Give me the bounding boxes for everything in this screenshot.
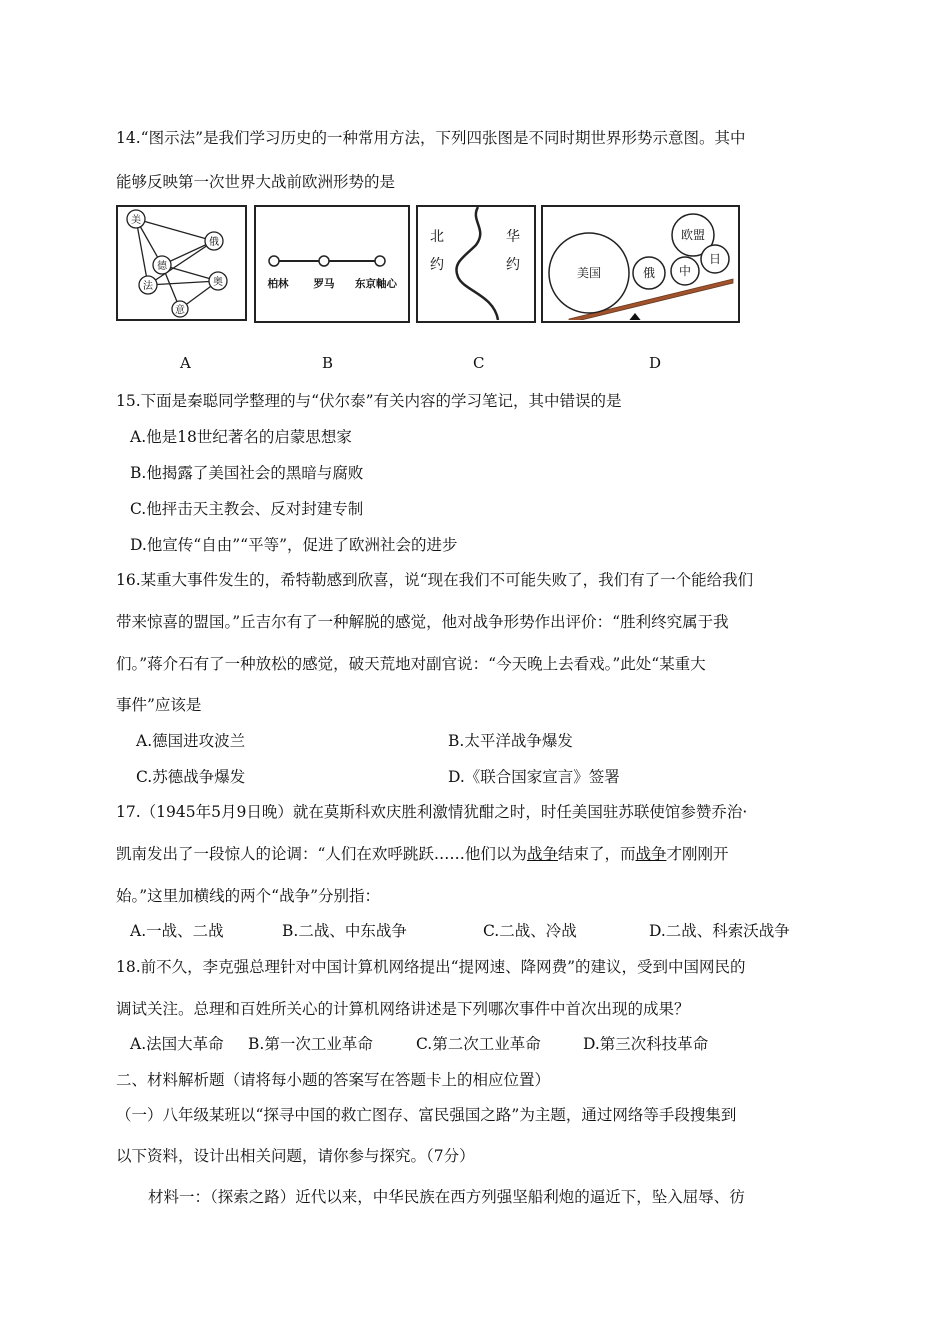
q18-option-d: D.第三次科技革命 <box>583 1035 709 1053</box>
node-germany: 德 <box>157 261 167 272</box>
figure-d <box>541 205 740 323</box>
q16-line2: 带来惊喜的盟国。”丘吉尔有了一种解脱的感觉，他对战争形势作出评价：“胜利终究属于我 <box>116 613 729 631</box>
figure-a <box>116 205 247 321</box>
q17-line1: 17.（1945年5月9日晚）就在莫斯科欢庆胜利激情犹酣之时，时任美国驻苏联使馆参赞乔治· <box>116 803 748 821</box>
label-north: 北 <box>430 229 444 245</box>
q17-line2-part3: 才刚刚开 <box>666 845 729 863</box>
label-rome: 罗马 <box>313 278 335 290</box>
node-us: 美 <box>131 215 141 226</box>
q15-option-c: C.他抨击天主教会、反对封建专制 <box>130 500 364 518</box>
underlined-war-2: 战争 <box>635 845 667 863</box>
section2-para1: （一）八年级某班以“探寻中国的救亡图存、富民强国之路”为主题，通过网络等手段搜集到 <box>116 1106 737 1124</box>
q16-option-b: B.太平洋战争爆发 <box>448 732 573 750</box>
section2-heading: 二、材料解析题（请将每小题的答案写在答题卡上的相应位置） <box>116 1071 551 1089</box>
q16-option-d: D.《联合国家宣言》签署 <box>448 768 620 786</box>
figure-c <box>416 205 536 323</box>
q15-option-b: B.他揭露了美国社会的黑暗与腐败 <box>130 464 364 482</box>
q17-option-c: C.二战、冷战 <box>483 922 577 940</box>
q16-line1: 16.某重大事件发生的，希特勒感到欣喜，说“现在我们不可能失败了，我们有了一个能给我们 <box>116 571 754 589</box>
q15-option-a: A.他是18世纪著名的启蒙思想家 <box>130 428 352 446</box>
figure-a-network <box>118 207 244 318</box>
q18-line2: 调试关注。总理和百姓所关心的计算机网络讲述是下列哪次事件中首次出现的成果？ <box>116 1000 690 1018</box>
figure-b-axis <box>256 207 407 320</box>
circle-eu: 欧盟 <box>680 228 706 242</box>
q18-option-c: C.第二次工业革命 <box>416 1035 541 1053</box>
figure-d-balance <box>543 207 737 320</box>
q16-option-c: C.苏德战争爆发 <box>136 768 246 786</box>
figure-b <box>254 205 410 323</box>
q17-option-d: D.二战、科索沃战争 <box>649 922 790 940</box>
node-italy: 意 <box>175 305 185 316</box>
circle-japan: 日 <box>708 252 722 266</box>
q17-line3: 始。”这里加横线的两个“战争”分别指： <box>116 887 381 905</box>
q16-option-a: A.德国进攻波兰 <box>136 732 246 750</box>
figure-label-b: B <box>322 354 334 372</box>
q17-option-b: B.二战、中东战争 <box>282 922 407 940</box>
figure-label-a: A <box>180 354 191 372</box>
q18-option-a: A.法国大革命 <box>130 1035 224 1053</box>
q15-option-d: D.他宣传“自由”“平等”，促进了欧洲社会的进步 <box>130 536 458 554</box>
q16-line3: 们。”蒋介石有了一种放松的感觉，破天荒地对副官说：“今天晚上去看戏。”此处“某重大 <box>116 655 706 673</box>
q17-line2-part1: 凯南发出了一段惊人的论调：“人们在欢呼跳跃……他们以为 <box>116 845 527 863</box>
underlined-war-1: 战争 <box>526 845 558 863</box>
section2-material1: 材料一：（探索之路）近代以来，中华民族在西方列强坚船利炮的逼近下，坠入屈辱、彷 <box>148 1188 745 1206</box>
q16-line4: 事件”应该是 <box>116 696 202 714</box>
label-warsaw-yue: 约 <box>506 257 520 273</box>
label-tokyo-axis: 东京軸心 <box>355 278 397 290</box>
section2-para2: 以下资料，设计出相关问题，请你参与探究。（7分） <box>116 1147 475 1165</box>
circle-china: 中 <box>678 264 692 278</box>
q18-line1: 18.前不久，李克强总理针对中国计算机网络提出“提网速、降网费”的建议，受到中国网民的 <box>116 958 746 976</box>
q18-option-b: B.第一次工业革命 <box>248 1035 373 1053</box>
circle-russia: 俄 <box>642 266 656 280</box>
node-russia: 俄 <box>209 237 219 248</box>
q15-stem: 15.下面是秦聪同学整理的与“伏尔泰”有关内容的学习笔记，其中错误的是 <box>116 392 622 410</box>
q17-line2-part2: 结束了，而 <box>557 845 636 863</box>
q17-line2 <box>116 842 729 864</box>
q14-line2: 能够反映第一次世界大战前欧洲形势的是 <box>116 173 396 191</box>
figure-label-c: C <box>473 354 485 372</box>
label-warsaw: 华 <box>506 229 520 245</box>
label-north-yue: 约 <box>430 257 444 273</box>
label-berlin: 柏林 <box>267 278 289 290</box>
node-austria: 奥 <box>213 277 223 288</box>
q14-line1: 14.“图示法”是我们学习历史的一种常用方法，下列四张图是不同时期世界形势示意图。其中 <box>116 129 746 147</box>
q17-option-a: A.一战、二战 <box>130 922 224 940</box>
figure-c-divide <box>418 207 533 320</box>
circle-usa: 美国 <box>576 266 602 280</box>
node-france: 法 <box>143 281 153 292</box>
figure-label-d: D <box>649 354 662 372</box>
